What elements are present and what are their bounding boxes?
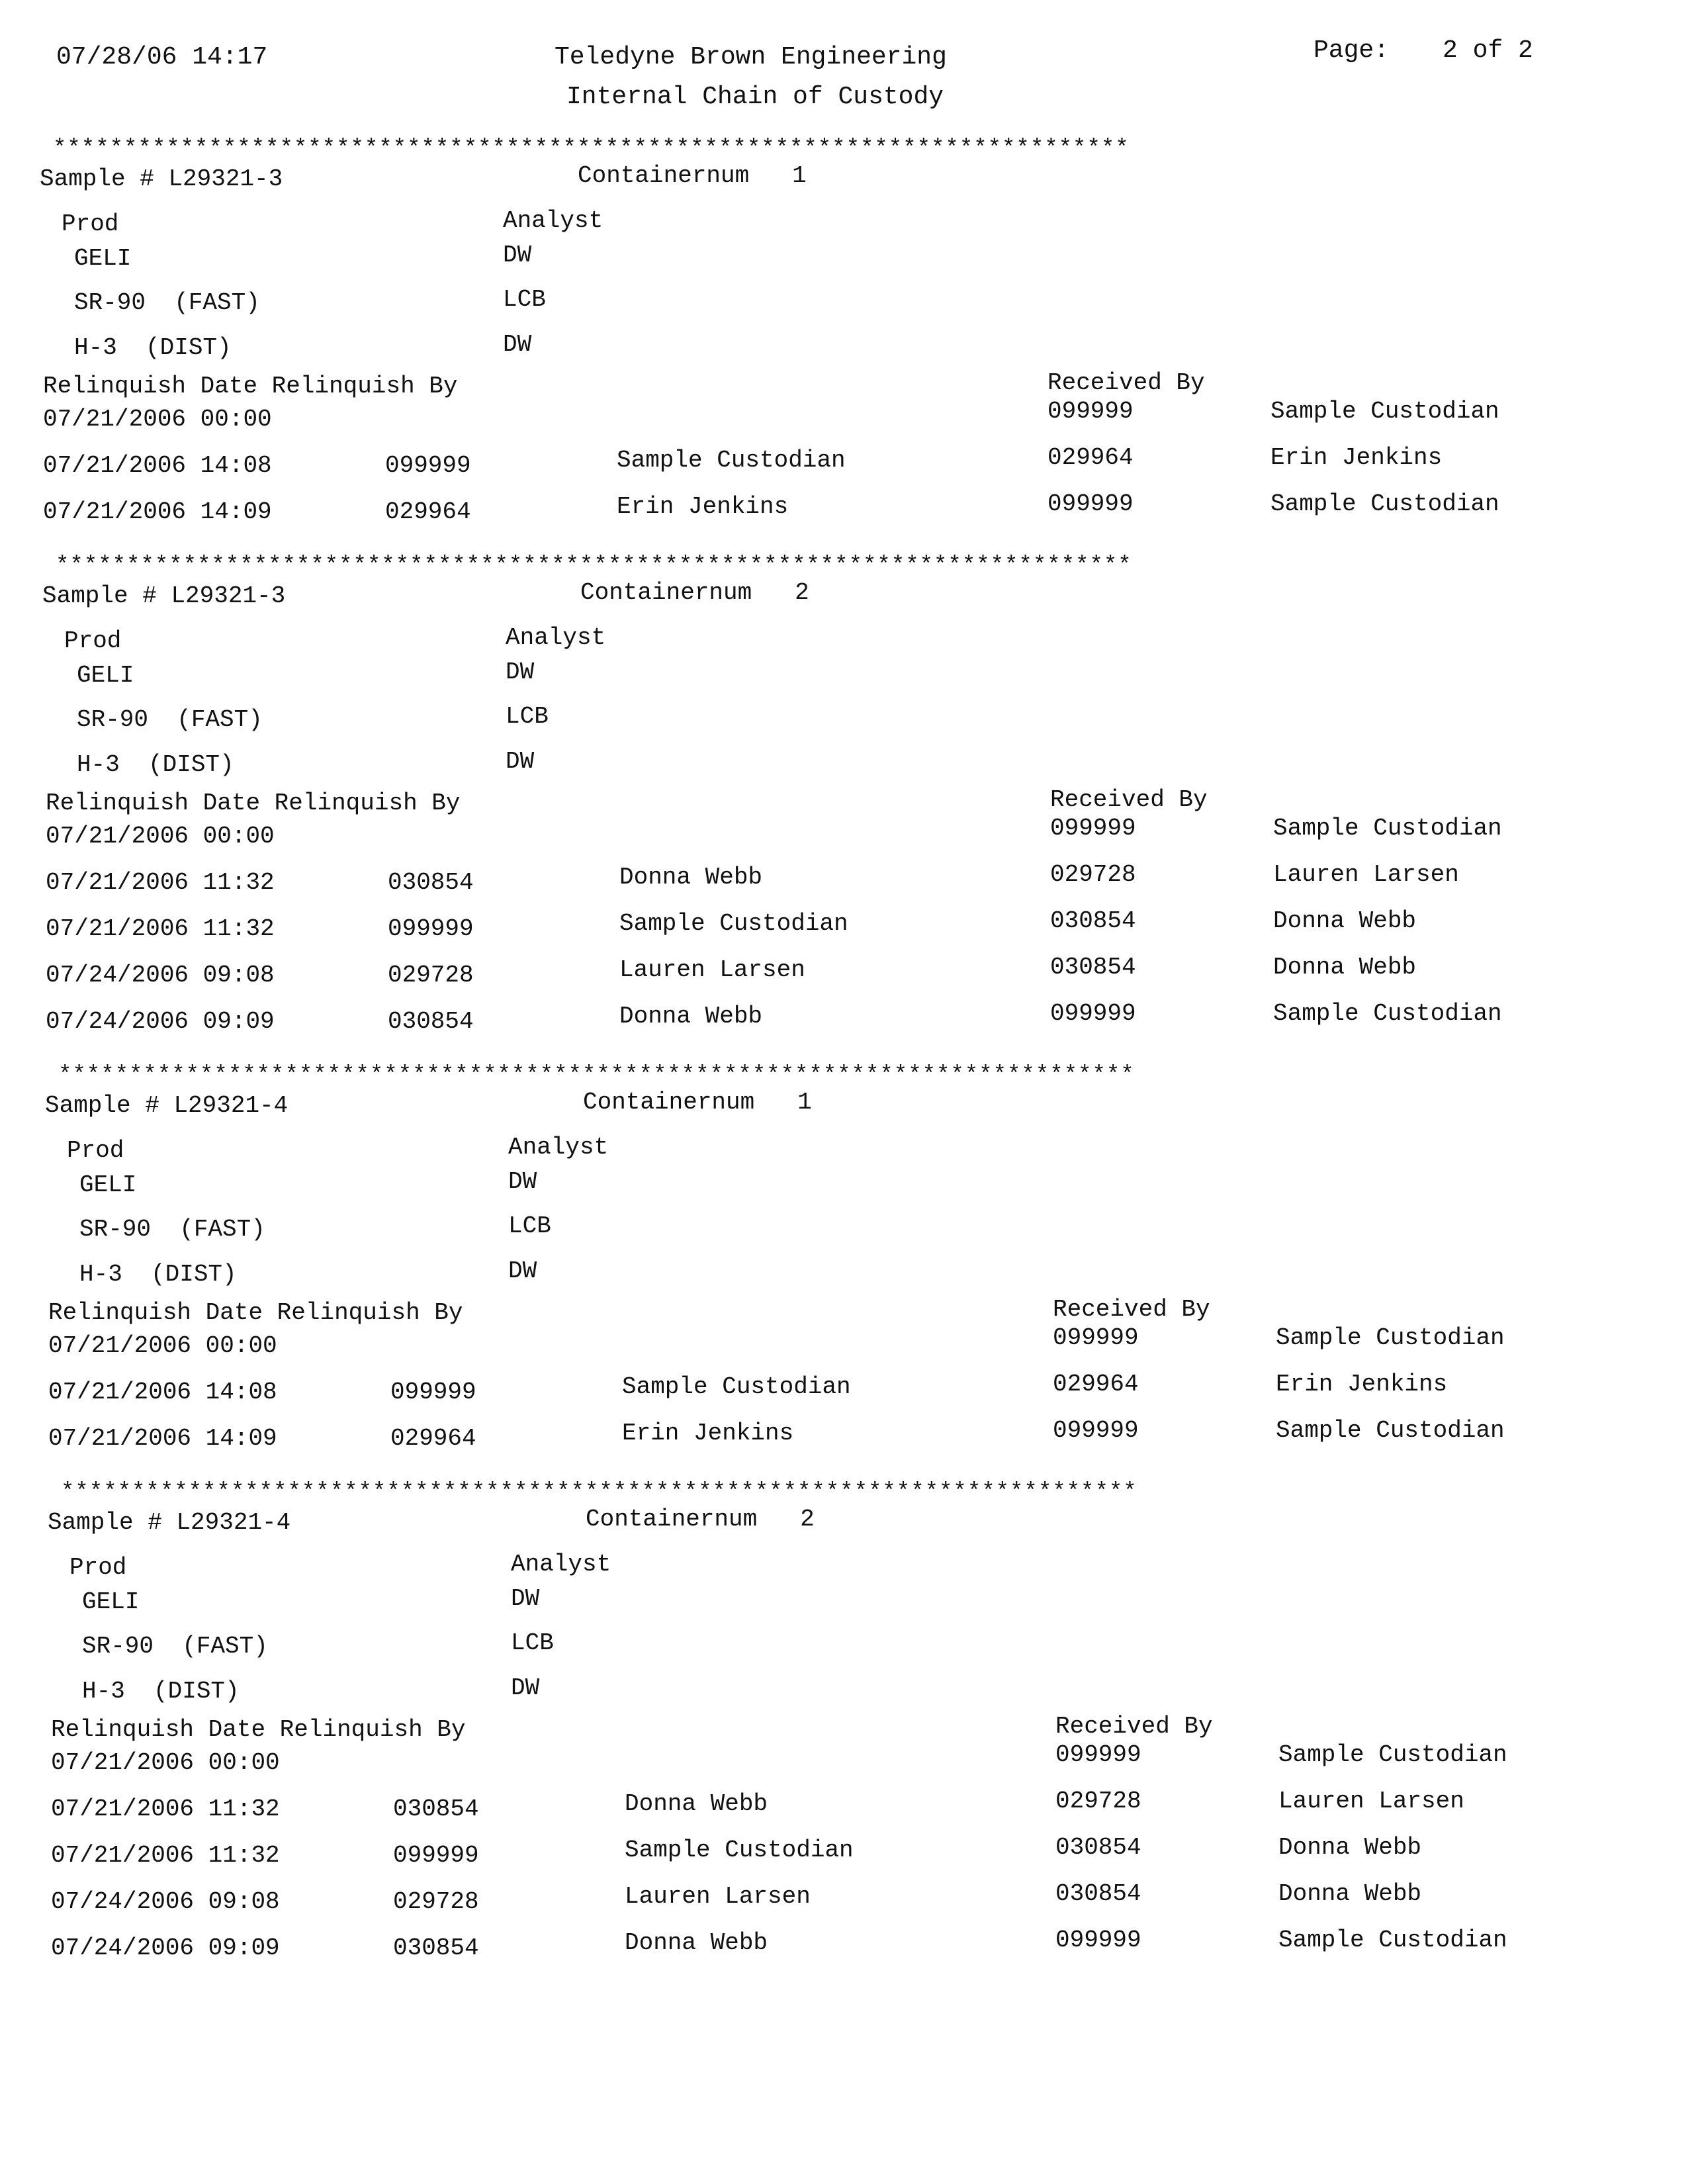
received-by-header: Received By: [1055, 1713, 1213, 1740]
separator-stars: ****************************************************************************: [58, 1063, 1135, 1088]
analyst-code: DW: [506, 659, 535, 686]
relinquish-header: Relinquish Date Relinquish By: [43, 373, 458, 400]
containernum-label: Containernum: [580, 579, 752, 606]
received-id: 030854: [1050, 907, 1136, 934]
product-name: SR-90 (FAST): [82, 1633, 268, 1660]
container-number: 1: [797, 1089, 812, 1116]
received-id: 099999: [1055, 1741, 1141, 1768]
page-label: Page:: [1314, 36, 1390, 65]
relinquish-header: Relinquish Date Relinquish By: [48, 1299, 463, 1326]
relinquish-name: Erin Jenkins: [617, 493, 789, 520]
analyst-code: DW: [511, 1585, 540, 1612]
received-name: Lauren Larsen: [1278, 1788, 1464, 1815]
analyst-code: DW: [511, 1674, 540, 1702]
relinquish-name: Lauren Larsen: [625, 1883, 811, 1910]
relinquish-id: 030854: [388, 869, 474, 896]
received-name: Donna Webb: [1278, 1880, 1422, 1907]
received-name: Donna Webb: [1273, 954, 1417, 981]
relinquish-id: 029964: [385, 498, 471, 525]
relinquish-date: 07/21/2006 14:08: [48, 1379, 277, 1406]
analyst-header: Analyst: [506, 624, 606, 651]
container-label: [583, 1091, 812, 1115]
company-name: Teledyne Brown Engineering: [555, 43, 947, 71]
received-id: 099999: [1055, 1927, 1141, 1954]
sample-label: [45, 1094, 288, 1118]
relinquish-id: 030854: [388, 1008, 474, 1035]
relinquish-id: 029728: [388, 962, 474, 989]
relinquish-date: 07/24/2006 09:08: [51, 1888, 280, 1915]
sample-label: [42, 584, 285, 608]
container-number: 2: [800, 1506, 815, 1533]
container-number: 1: [792, 162, 807, 189]
relinquish-date: 07/21/2006 14:09: [48, 1425, 277, 1452]
relinquish-date: 07/21/2006 00:00: [46, 823, 275, 850]
received-name: Sample Custodian: [1276, 1417, 1505, 1444]
relinquish-name: Erin Jenkins: [622, 1420, 794, 1447]
received-name: Sample Custodian: [1276, 1324, 1505, 1351]
received-id: 030854: [1055, 1834, 1141, 1861]
container-number: 2: [795, 579, 809, 606]
product-name: GELI: [77, 662, 134, 689]
analyst-code: LCB: [511, 1629, 554, 1657]
received-name: Sample Custodian: [1278, 1927, 1507, 1954]
relinquish-date: 07/21/2006 00:00: [51, 1749, 280, 1776]
sample-label: [48, 1511, 290, 1535]
report-title: Internal Chain of Custody: [566, 83, 944, 111]
analyst-code: DW: [503, 242, 532, 269]
received-id: 099999: [1048, 398, 1134, 425]
separator-stars: ****************************************************************************: [61, 1480, 1137, 1505]
received-id: 030854: [1055, 1880, 1141, 1907]
relinquish-name: Lauren Larsen: [619, 956, 805, 983]
containernum-label: Containernum: [586, 1506, 758, 1533]
received-name: Sample Custodian: [1273, 815, 1502, 842]
received-name: Sample Custodian: [1273, 1000, 1502, 1027]
relinquish-id: 099999: [393, 1842, 479, 1869]
product-name: H-3 (DIST): [79, 1261, 237, 1288]
sample-prefix: Sample #: [40, 165, 154, 193]
sample-prefix: Sample #: [48, 1509, 162, 1536]
received-id: 099999: [1048, 490, 1134, 518]
received-id: 029728: [1050, 861, 1136, 888]
relinquish-id: 030854: [393, 1934, 479, 1962]
report-timestamp: 07/28/06 14:17: [56, 43, 268, 71]
relinquish-date: 07/24/2006 09:09: [51, 1934, 280, 1962]
sample-prefix: Sample #: [42, 582, 157, 610]
relinquish-name: Donna Webb: [625, 1790, 768, 1817]
received-id: 029964: [1053, 1371, 1139, 1398]
relinquish-name: Donna Webb: [625, 1929, 768, 1956]
relinquish-date: 07/21/2006 11:32: [46, 915, 275, 942]
containernum-label: Containernum: [578, 162, 750, 189]
relinquish-date: 07/21/2006 00:00: [48, 1332, 277, 1359]
product-name: H-3 (DIST): [82, 1678, 240, 1705]
container-label: [586, 1508, 815, 1531]
relinquish-name: Sample Custodian: [622, 1373, 851, 1400]
container-label: [578, 164, 807, 188]
received-by-header: Received By: [1050, 786, 1208, 813]
relinquish-date: 07/21/2006 14:08: [43, 452, 272, 479]
analyst-header: Analyst: [503, 207, 603, 234]
relinquish-header: Relinquish Date Relinquish By: [46, 790, 461, 817]
product-name: GELI: [79, 1171, 137, 1199]
relinquish-id: 099999: [385, 452, 471, 479]
relinquish-id: 030854: [393, 1796, 479, 1823]
relinquish-header: Relinquish Date Relinquish By: [51, 1716, 466, 1743]
separator-stars: ****************************************************************************: [56, 553, 1132, 578]
analyst-header: Analyst: [508, 1134, 609, 1161]
analyst-code: LCB: [503, 286, 546, 313]
relinquish-name: Donna Webb: [619, 864, 763, 891]
received-id: 099999: [1050, 815, 1136, 842]
received-name: Sample Custodian: [1278, 1741, 1507, 1768]
received-name: Sample Custodian: [1270, 398, 1499, 425]
product-name: GELI: [82, 1588, 140, 1615]
sample-id: L29321-4: [176, 1509, 291, 1536]
sample-id: L29321-3: [171, 582, 286, 610]
sample-prefix: Sample #: [45, 1092, 159, 1119]
relinquish-date: 07/24/2006 09:09: [46, 1008, 275, 1035]
analyst-code: DW: [503, 331, 532, 358]
analyst-code: LCB: [508, 1212, 551, 1240]
product-name: SR-90 (FAST): [74, 289, 260, 316]
relinquish-name: Sample Custodian: [625, 1837, 854, 1864]
relinquish-id: 029728: [393, 1888, 479, 1915]
analyst-code: DW: [508, 1168, 537, 1195]
received-id: 029728: [1055, 1788, 1141, 1815]
prod-header: Prod: [64, 627, 122, 655]
page-number: 2 of 2: [1443, 36, 1533, 65]
received-id: 099999: [1053, 1417, 1139, 1444]
received-name: Donna Webb: [1273, 907, 1417, 934]
separator-stars: ****************************************************************************: [53, 136, 1130, 161]
received-by-header: Received By: [1053, 1296, 1210, 1323]
analyst-header: Analyst: [511, 1551, 611, 1578]
prod-header: Prod: [62, 210, 119, 238]
received-by-header: Received By: [1048, 369, 1205, 396]
sample-label: [40, 167, 283, 191]
relinquish-date: 07/21/2006 14:09: [43, 498, 272, 525]
received-id: 029964: [1048, 444, 1134, 471]
product-name: H-3 (DIST): [77, 751, 234, 778]
relinquish-date: 07/21/2006 11:32: [51, 1796, 280, 1823]
received-name: Erin Jenkins: [1276, 1371, 1448, 1398]
product-name: GELI: [74, 245, 132, 272]
product-name: H-3 (DIST): [74, 334, 232, 361]
sample-id: L29321-3: [168, 165, 283, 193]
relinquish-date: 07/21/2006 11:32: [46, 869, 275, 896]
analyst-code: DW: [508, 1257, 537, 1285]
received-name: Donna Webb: [1278, 1834, 1422, 1861]
relinquish-name: Sample Custodian: [617, 447, 846, 474]
product-name: SR-90 (FAST): [77, 706, 263, 733]
received-name: Erin Jenkins: [1270, 444, 1443, 471]
received-id: 099999: [1050, 1000, 1136, 1027]
prod-header: Prod: [69, 1554, 127, 1581]
relinquish-date: 07/21/2006 00:00: [43, 406, 272, 433]
relinquish-date: 07/24/2006 09:08: [46, 962, 275, 989]
sample-id: L29321-4: [173, 1092, 289, 1119]
product-name: SR-90 (FAST): [79, 1216, 265, 1243]
received-name: Sample Custodian: [1270, 490, 1499, 518]
relinquish-id: 029964: [390, 1425, 476, 1452]
received-name: Lauren Larsen: [1273, 861, 1459, 888]
relinquish-id: 099999: [390, 1379, 476, 1406]
received-id: 030854: [1050, 954, 1136, 981]
analyst-code: LCB: [506, 703, 549, 730]
containernum-label: Containernum: [583, 1089, 755, 1116]
relinquish-id: 099999: [388, 915, 474, 942]
received-id: 099999: [1053, 1324, 1139, 1351]
relinquish-name: Donna Webb: [619, 1003, 763, 1030]
analyst-code: DW: [506, 748, 535, 775]
relinquish-date: 07/21/2006 11:32: [51, 1842, 280, 1869]
relinquish-name: Sample Custodian: [619, 910, 848, 937]
prod-header: Prod: [67, 1137, 124, 1164]
container-label: [580, 581, 809, 605]
